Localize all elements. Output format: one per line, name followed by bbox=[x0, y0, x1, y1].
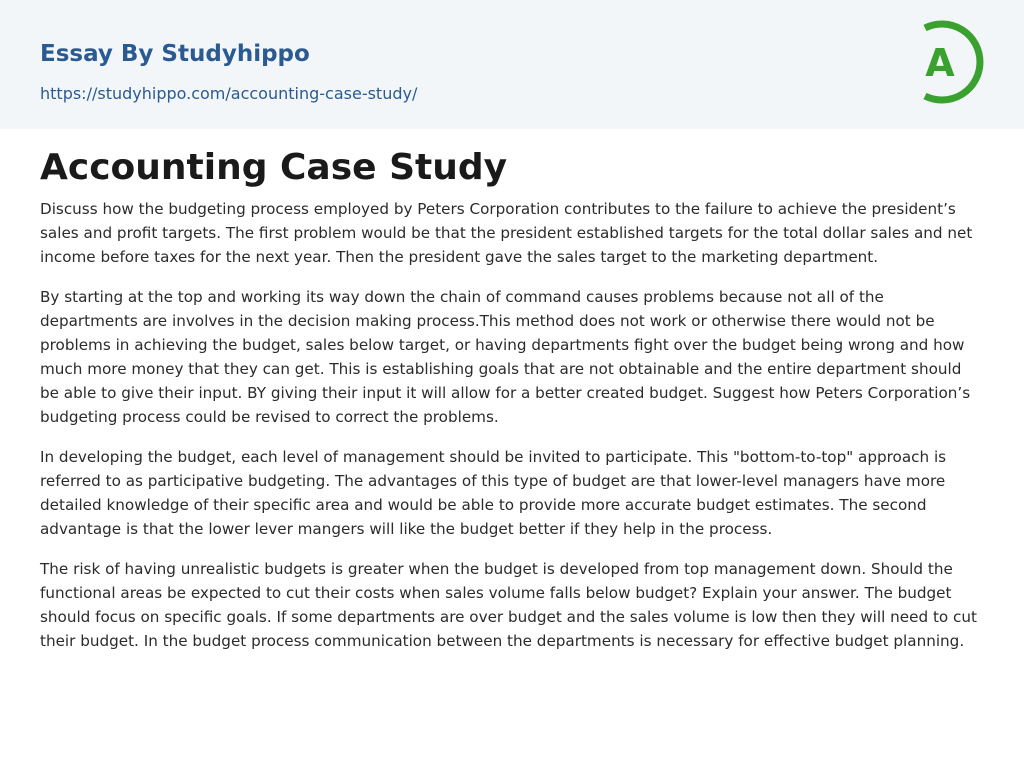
article-paragraph: By starting at the top and working its way down the chain of command causes problems because not all of the departments are involves in the decision making process.This method does not work or otherwise there would not be problems in achieving the budget, sales below target, or having departments fight over the budget being wrong and how much more money that they can get. This is establishing goals that are not obtainable and the entire department should be able to give their input. BY giving their input it will allow for a better created budget. Suggest how Peters Corporation’s budgeting process could be revised to correct the problems. bbox=[40, 288, 971, 426]
article-paragraph: In developing the budget, each level of management should be invited to participate. This "bottom-to-top" approach is referred to as participative budgeting. The advantages of this type of budget are that lower-level managers have more detailed knowledge of their specific area and would be able to provide more accurate budget estimates. The second advantage is that the lower lever mangers will like the budget better if they help in the process. bbox=[40, 448, 947, 538]
site-brand[interactable]: Essay By Studyhippo bbox=[40, 41, 310, 67]
article bbox=[0, 149, 1024, 653]
article-paragraph: Discuss how the budgeting process employed by Peters Corporation contributes to the failure to achieve the president’s sales and profit targets. The first problem would be that the president established targets for the total dollar sales and net income before taxes for the next year. Then the president gave the sales target to the marketing department. bbox=[40, 200, 973, 266]
studyhippo-logo-icon[interactable] bbox=[913, 20, 985, 104]
source-url-link[interactable]: https://studyhippo.com/accounting-case-study/ bbox=[40, 84, 418, 103]
logo-letter: A bbox=[925, 41, 955, 85]
site-header bbox=[0, 0, 1024, 129]
article-paragraph: The risk of having unrealistic budgets is greater when the budget is developed from top management down. Should the functional areas be expected to cut their costs when sales volume falls below budget? Explain your answer. The budget should focus on specific goals. If some departments are over budget and the sales volume is low then they will need to cut their budget. In the budget process communication between the departments is necessary for effective budget planning. bbox=[40, 560, 977, 650]
article-title: Accounting Case Study bbox=[40, 147, 508, 188]
